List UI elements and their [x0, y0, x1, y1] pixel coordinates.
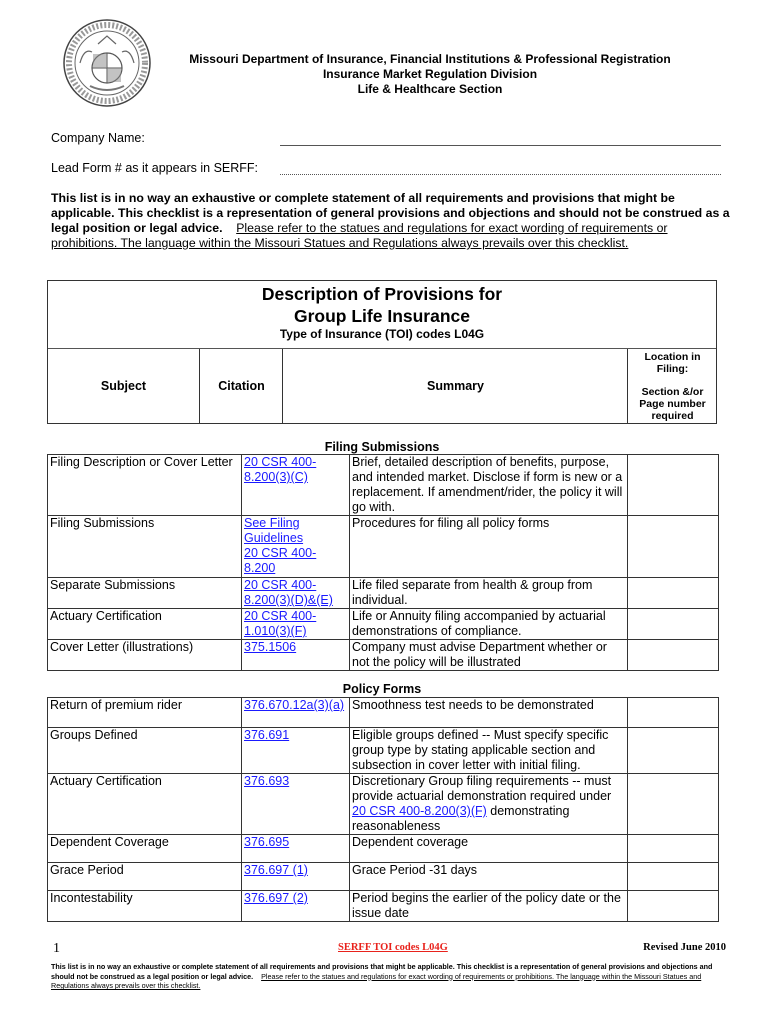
location-input[interactable] [628, 891, 719, 922]
table-row [48, 578, 719, 609]
department-name: Missouri Department of Insurance, Financial Institutions & Professional Registration [189, 52, 671, 66]
division-name: Insurance Market Regulation Division [322, 67, 538, 81]
citation-link[interactable]: See Filing Guidelines [244, 516, 304, 545]
subject-cell: Dependent Coverage [48, 835, 242, 863]
citation-link[interactable]: 376.697 (1) [244, 863, 308, 877]
summary-cell: Life filed separate from health & group from individual. [350, 578, 628, 609]
footer-disclaimer-underlined: Please refer to the statues and regulations for exact wording of requirements or prohibitions. The language within the Missouri Statues and Regulations always prevails over this checklist. [51, 971, 702, 990]
revised-date: Revised June 2010 [643, 942, 726, 953]
section-name: Life & Healthcare Section [357, 82, 503, 96]
location-input[interactable] [628, 516, 719, 578]
subject-cell: Actuary Certification [48, 609, 242, 640]
location-input[interactable] [628, 455, 719, 516]
table-row [48, 774, 719, 835]
citation-link[interactable]: 376.670.12a(3)(a) [244, 698, 345, 712]
location-input[interactable] [628, 578, 719, 609]
footer-disclaimer-bold: This list is in no way an exhaustive or complete statement of all requirements and provisions that might be applicable. This checklist is a representation of general provisions and objections and should not be construed as a legal position or legal advice. [51, 962, 713, 981]
summary-cell: Company must advise Department whether or not the policy will be illustrated [350, 640, 628, 671]
table-row [48, 516, 719, 578]
citation-link[interactable]: 376.693 [244, 774, 290, 788]
citation-link[interactable]: 376.697 (2) [244, 891, 308, 905]
location-header-line-2: Section &/or Page number required [639, 385, 706, 422]
table-row [48, 891, 719, 922]
summary-cell: Period begins the earlier of the policy date or the issue date [350, 891, 628, 922]
citation-link[interactable]: 20 CSR 400-8.200(3)(C) [244, 455, 317, 484]
column-header-location [627, 349, 717, 423]
subject-cell: Grace Period [48, 863, 242, 891]
citation-cell [242, 609, 350, 640]
summary-cell [350, 774, 628, 835]
summary-cell: Life or Annuity filing accompanied by actuarial demonstrations of compliance. [350, 609, 628, 640]
disclaimer-bold: This list is in no way an exhaustive or complete statement of all requirements and provisions that might be applicable. This checklist is a representation of general provisions and objections and should not be construed as a legal position or legal advice. [51, 191, 730, 235]
lead-form-field[interactable] [280, 174, 721, 175]
company-name-label: Company Name: [51, 131, 145, 145]
location-input[interactable] [628, 698, 719, 728]
filing-submissions-table [47, 454, 719, 671]
column-header-subject: Subject [100, 379, 147, 393]
table-row [48, 698, 719, 728]
location-input[interactable] [628, 728, 719, 774]
location-input[interactable] [628, 835, 719, 863]
citation-link[interactable]: 20 CSR 400-1.010(3)(F) [244, 609, 317, 638]
footer-disclaimer [51, 962, 727, 991]
subject-cell: Actuary Certification [48, 774, 242, 835]
subject-cell: Groups Defined [48, 728, 242, 774]
table-row [48, 640, 719, 671]
department-header [150, 52, 710, 97]
company-name-field[interactable] [280, 145, 721, 146]
subject-cell: Filing Submissions [48, 516, 242, 578]
summary-cell: Eligible groups defined -- Must specify specific group type by stating applicable section and subsection in cover letter with initial filing. [350, 728, 628, 774]
location-input[interactable] [628, 863, 719, 891]
location-input[interactable] [628, 774, 719, 835]
subject-cell: Filing Description or Cover Letter [48, 455, 242, 516]
provisions-title-box [47, 280, 717, 424]
subject-cell: Cover Letter (illustrations) [48, 640, 242, 671]
citation-link[interactable]: 375.1506 [244, 640, 297, 654]
disclaimer [51, 191, 731, 251]
missouri-state-seal-icon [62, 18, 152, 108]
citation-cell [242, 835, 350, 863]
citation-cell [242, 578, 350, 609]
citation-cell [242, 891, 350, 922]
section-title-filing-submissions: Filing Submissions [324, 440, 440, 454]
page-number: 1 [53, 941, 60, 956]
summary-cell: Procedures for filing all policy forms [350, 516, 628, 578]
table-row [48, 863, 719, 891]
column-header-summary: Summary [282, 349, 628, 423]
inline-citation-link[interactable]: 20 CSR 400-8.200(3)(F) [352, 804, 487, 818]
summary-text: Discretionary Group filing requirements -- must provide actuarial demonstration required under [352, 774, 612, 803]
location-input[interactable] [628, 640, 719, 671]
toi-subtitle: Type of Insurance (TOI) codes L04G [279, 327, 485, 341]
citation-link[interactable]: 20 CSR 400-8.200 [244, 546, 317, 575]
citation-cell [242, 516, 350, 578]
location-header-line-1: Location in Filing: [644, 350, 701, 375]
citation-link[interactable]: 20 CSR 400-8.200(3)(D)&(E) [244, 578, 333, 607]
citation-cell [242, 774, 350, 835]
column-header-row [48, 348, 716, 423]
title-line-2: Group Life Insurance [294, 306, 470, 326]
citation-cell [242, 863, 350, 891]
page-title [48, 283, 716, 327]
summary-cell: Smoothness test needs to be demonstrated [350, 698, 628, 728]
citation-cell [242, 455, 350, 516]
summary-cell: Brief, detailed description of benefits, purpose, and intended market. Disclose if form is new or a replacement. If amendment/rider, the policy it will go with. [350, 455, 628, 516]
policy-forms-table [47, 697, 719, 922]
location-input[interactable] [628, 609, 719, 640]
subject-cell: Return of premium rider [48, 698, 242, 728]
table-row [48, 609, 719, 640]
subject-cell: Separate Submissions [48, 578, 242, 609]
citation-cell [242, 640, 350, 671]
citation-link[interactable]: 376.695 [244, 835, 290, 849]
summary-text: demonstrating reasonableness [352, 804, 570, 833]
citation-cell [242, 728, 350, 774]
lead-form-label: Lead Form # as it appears in SERFF: [51, 161, 259, 175]
table-row [48, 455, 719, 516]
subject-cell: Incontestability [48, 891, 242, 922]
citation-cell [242, 698, 350, 728]
disclaimer-underlined: Please refer to the statues and regulations for exact wording of requirements or prohibitions. The language within the Missouri Statues and Regulations always prevails over this checklist. [51, 221, 668, 250]
serff-toi-code-link[interactable]: SERFF TOI codes L04G [338, 942, 448, 953]
title-line-1: Description of Provisions for [261, 284, 503, 304]
section-title-policy-forms: Policy Forms [342, 682, 422, 696]
summary-cell: Dependent coverage [350, 835, 628, 863]
citation-link[interactable]: 376.691 [244, 728, 290, 742]
summary-cell: Grace Period -31 days [350, 863, 628, 891]
table-row [48, 835, 719, 863]
table-row [48, 728, 719, 774]
column-header-citation: Citation [199, 349, 283, 423]
